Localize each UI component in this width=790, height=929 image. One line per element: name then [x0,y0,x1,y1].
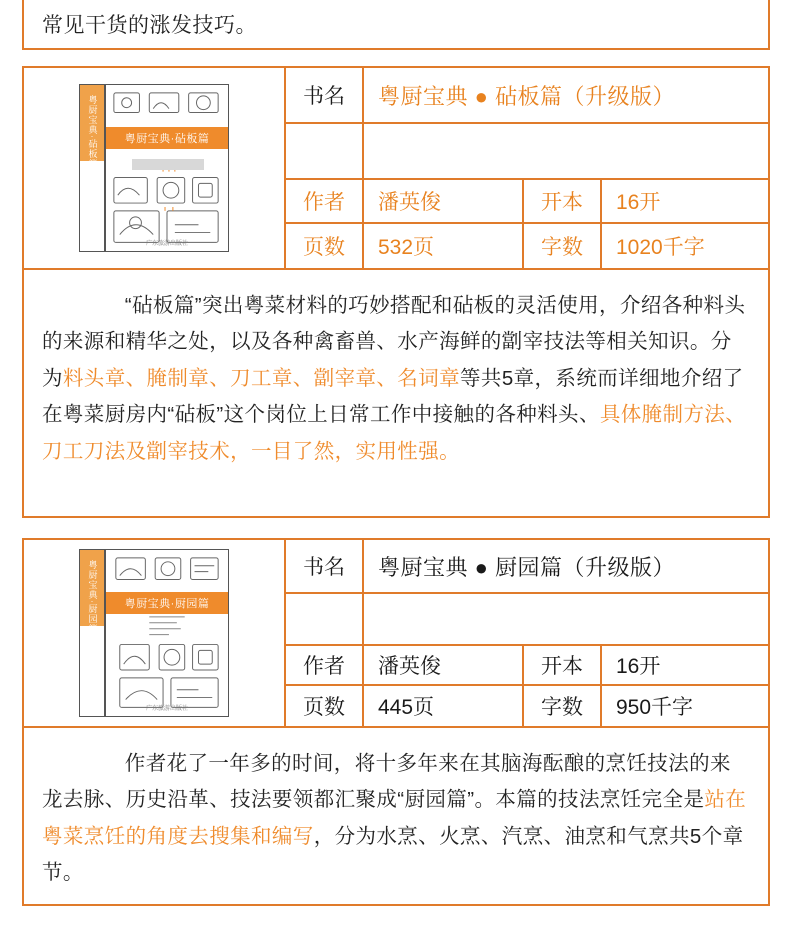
desc-seg-highlight: 料头章、腌制章、刀工章、劏宰章、名词章 [62,366,461,390]
label-author-2: 作者 [286,646,364,684]
label-title-2: 书名 [286,540,364,592]
desc-seg: 作者花了一年多的时间，将十多年来在其脑海酝酿的烹饪技法的来龙去脉、历史沿革、技法要领都汇聚成“厨园篇”。本篇的技法烹饪完全是 [42,752,731,812]
label-format-2: 开本 [524,646,602,684]
book-entry-1 [22,66,770,518]
label-format-1: 开本 [524,180,602,222]
book-entry-2 [22,538,770,906]
spine-title-1: 粤厨宝典·砧板篇 [87,95,98,169]
book-cover-cell-2 [24,540,286,726]
value-format-1: 16开 [616,191,661,214]
value-pages-2: 445页 [364,686,524,726]
value-author-2: 潘英俊 [364,646,524,684]
value-format-2: 16开 [616,655,661,678]
value-words-2: 950千字 [616,696,694,719]
field-row-pages-1 [286,224,768,268]
value-words-1: 1020千字 [616,236,705,259]
field-row-title-2 [286,540,768,594]
description-text-1 [42,288,750,470]
spine-title-2: 粤厨宝典·厨园篇 [87,560,98,634]
label-spacer-2 [286,594,364,644]
cover-title-band-2 [106,592,228,614]
value-spacer-2 [364,594,768,644]
book-description-2 [24,726,768,902]
value-title-2: 粤厨宝典 ● 厨园篇（升级版） [378,554,676,580]
desc-seg: ，分为水烹、火烹、汽烹、油烹和气烹共5个章节。 [42,824,744,885]
label-spacer-1 [286,124,364,178]
label-pages-1: 页数 [286,224,364,268]
book-spine-1 [79,84,105,252]
book-front-cover-1 [105,84,229,252]
book-cover-image-1 [79,84,229,252]
top-text-fragment [22,0,770,50]
desc-seg: 等共5章，系统而详细地介绍了在粤菜厨房内“砧板”这个岗位上日常工作中接触的各种料头、 [42,366,744,427]
value-author-1: 潘英俊 [364,180,524,222]
cover-title-band-1 [106,127,228,149]
label-author-1: 作者 [286,180,364,222]
book-spine-2 [79,549,105,717]
book-cover-image-2 [79,549,229,717]
field-row-title-1 [286,68,768,124]
cover-sketch-icons-2 [106,550,228,715]
desc-seg-highlight: 具体腌制方法、刀工刀法及劏宰技术，一目了然，实用性强。 [42,403,747,463]
book-info-row [24,68,768,268]
description-text-2 [42,746,750,892]
book-fields-1 [286,68,768,268]
cover-publisher-2: 广东旅游出版社 [145,706,188,712]
desc-seg: “砧板篇”突出粤菜材料的巧妙搭配和砧板的灵活使用，介绍各种料头的来源和精华之处，以及各种禽畜兽、水产海鲜的劏宰技法等相关知识。分为 [42,294,746,390]
book-info-row [24,540,768,726]
book-description-1 [24,268,768,480]
value-pages-1: 532页 [364,224,524,268]
book-cover-cell-1 [24,68,286,268]
book-fields-2 [286,540,768,726]
cover-title-1: 粤厨宝典·砧板篇 [124,133,210,145]
field-row-spacer-2 [286,594,768,646]
cover-subtitle-band-1 [132,159,204,170]
desc-seg-highlight: 站在粤菜烹饪的角度去搜集和编写 [42,788,747,848]
field-row-spacer-1 [286,124,768,180]
field-row-pages-2 [286,686,768,726]
cover-title-2: 粤厨宝典·厨园篇 [124,598,210,610]
label-words-1: 字数 [524,224,602,268]
label-words-2: 字数 [524,686,602,726]
label-pages-2: 页数 [286,686,364,726]
value-title-1: 粤厨宝典 ● 砧板篇（升级版） [378,83,676,109]
field-row-author-1 [286,180,768,224]
top-fragment-text: 常见干货的涨发技巧。 [42,14,257,37]
value-spacer-1 [364,124,768,178]
label-title-1: 书名 [286,68,364,122]
book-front-cover-2 [105,549,229,717]
cover-publisher-1: 广东旅游出版社 [145,241,188,247]
field-row-author-2 [286,646,768,686]
